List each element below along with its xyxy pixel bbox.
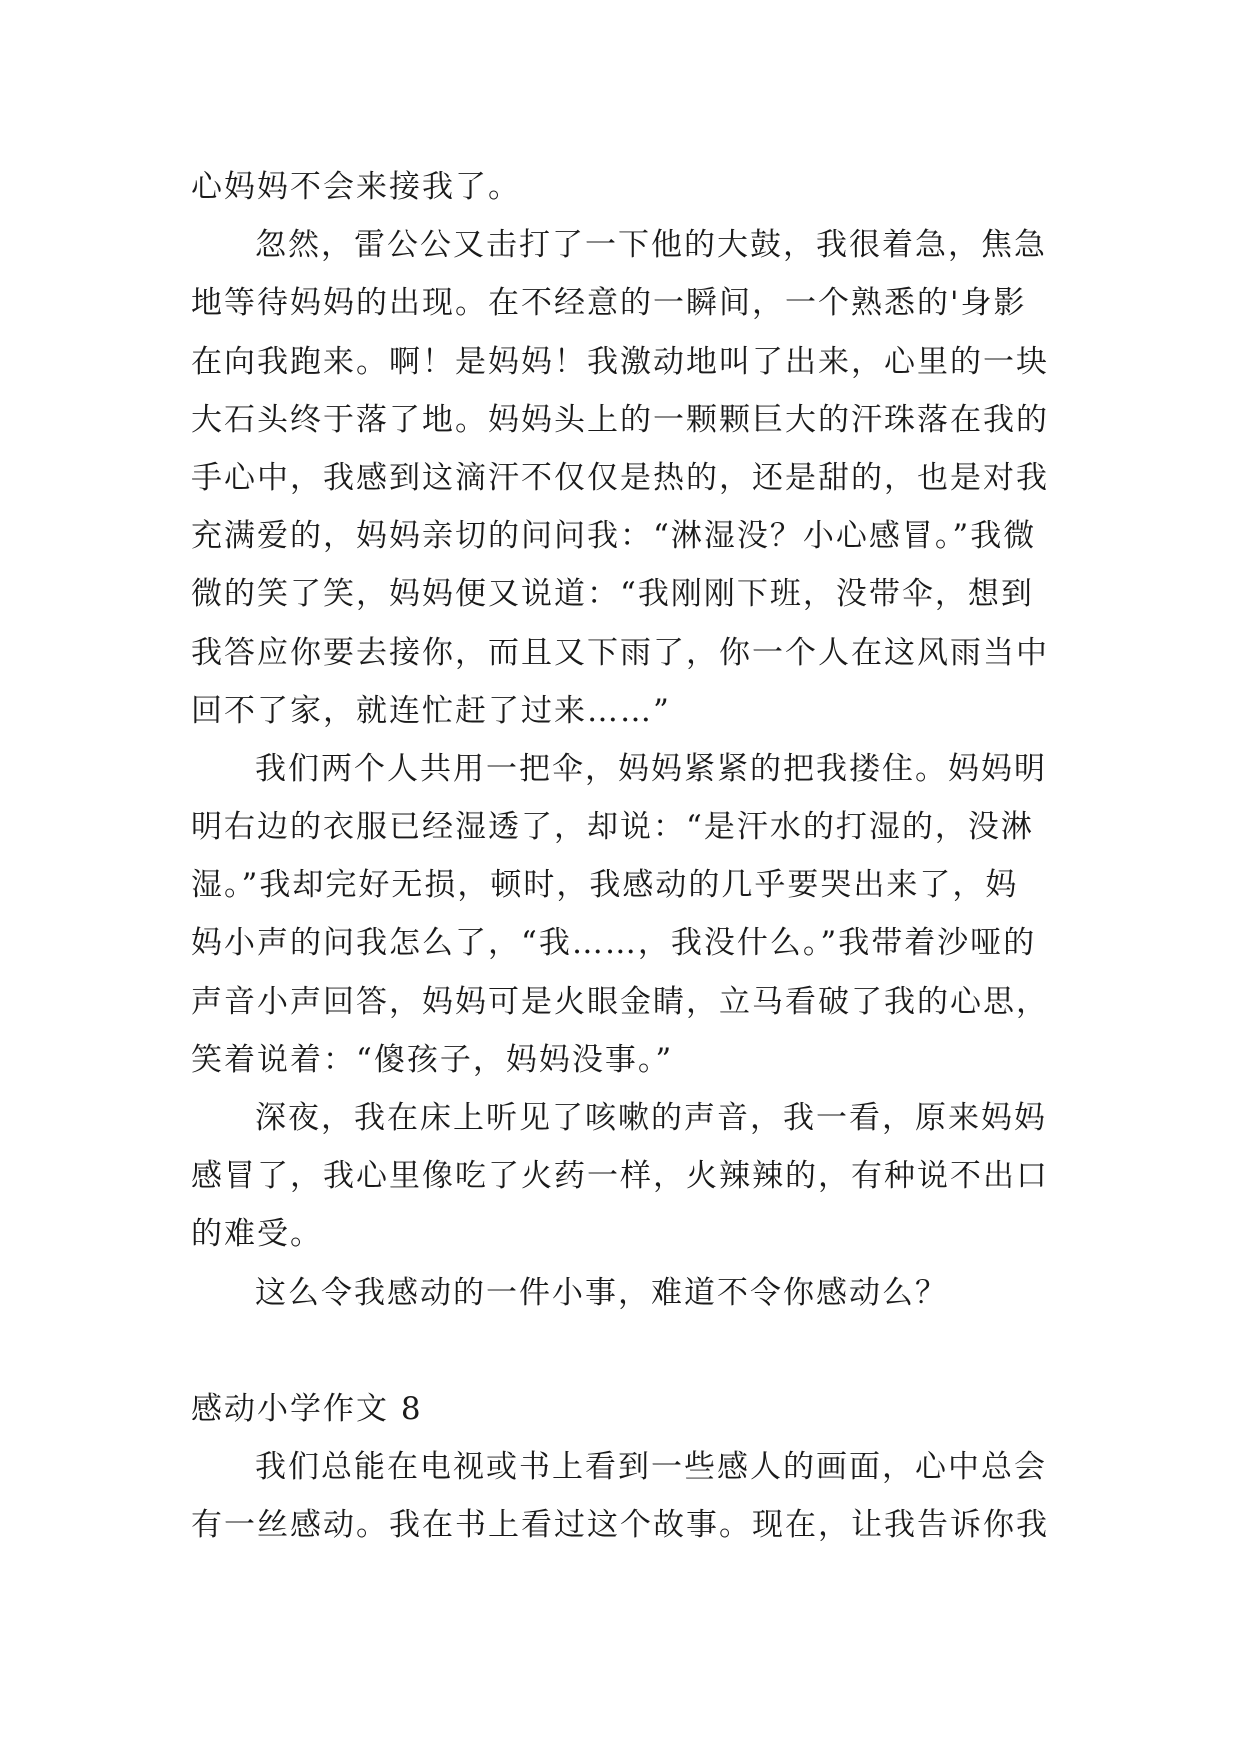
paragraph-start: 深夜，我在床上听见了咳嗽的声音，我一看，原来妈妈 (255, 1100, 1047, 1136)
paragraph-start: 我们两个人共用一把伞，妈妈紧紧的把我搂住。妈妈明 (255, 750, 1047, 787)
text-line: 大石头终于落了地。妈妈头上的一颗颗巨大的汗珠落在我的 (191, 401, 1049, 438)
text-line: 笑着说着：“傻孩子，妈妈没事。” (191, 1041, 674, 1078)
text-line: 妈小声的问我怎么了，“我……，我没什么。”我带着沙哑的 (191, 925, 1037, 962)
text-line: 我答应你要去接你，而且又下雨了，你一个人在这风雨当中 (191, 634, 1049, 671)
text-line: 在向我跑来。啊！是妈妈！我激动地叫了出来，心里的一块 (191, 343, 1049, 380)
text-line: 湿。”我却完好无损，顿时，我感动的几乎要哭出来了，妈 (191, 867, 1019, 904)
text-line: 声音小声回答，妈妈可是火眼金睛，立马看破了我的心思， (191, 983, 1049, 1020)
text-line: 有一丝感动。我在书上看过这个故事。现在，让我告诉你我 (191, 1507, 1049, 1544)
text-line: 回不了家，就连忙赶了过来……” (191, 692, 671, 729)
text-line: 感冒了，我心里像吃了火药一样，火辣辣的，有种说不出口 (191, 1158, 1049, 1195)
text-line: 心妈妈不会来接我了。 (191, 169, 521, 205)
paragraph-start: 忽然，雷公公又击打了一下他的大鼓，我很着急，焦急 (255, 227, 1047, 264)
blank-line (191, 1322, 1061, 1380)
text-line: 手心中，我感到这滴汗不仅仅是热的，还是甜的，也是对我 (191, 459, 1049, 496)
text-line: 充满爱的，妈妈亲切的问问我：“淋湿没？小心感冒。”我微 (191, 518, 1037, 555)
paragraph-start: 我们总能在电视或书上看到一些感人的画面，心中总会 (255, 1449, 1047, 1486)
text-line: 微的笑了笑，妈妈便又说道：“我刚刚下班，没带伞，想到 (191, 576, 1034, 613)
text-line: 的难受。 (191, 1216, 323, 1253)
essay-text (191, 158, 1061, 1555)
paragraph-start: 这么令我感动的一件小事，难道不令你感动么？ (255, 1274, 948, 1311)
section-heading: 感动小学作文 8 (191, 1390, 423, 1427)
text-line: 地等待妈妈的出现。在不经意的一瞬间，一个熟悉的'身影 (191, 285, 1027, 322)
text-line: 明右边的衣服已经湿透了，却说：“是汗水的打湿的，没淋 (191, 809, 1034, 846)
